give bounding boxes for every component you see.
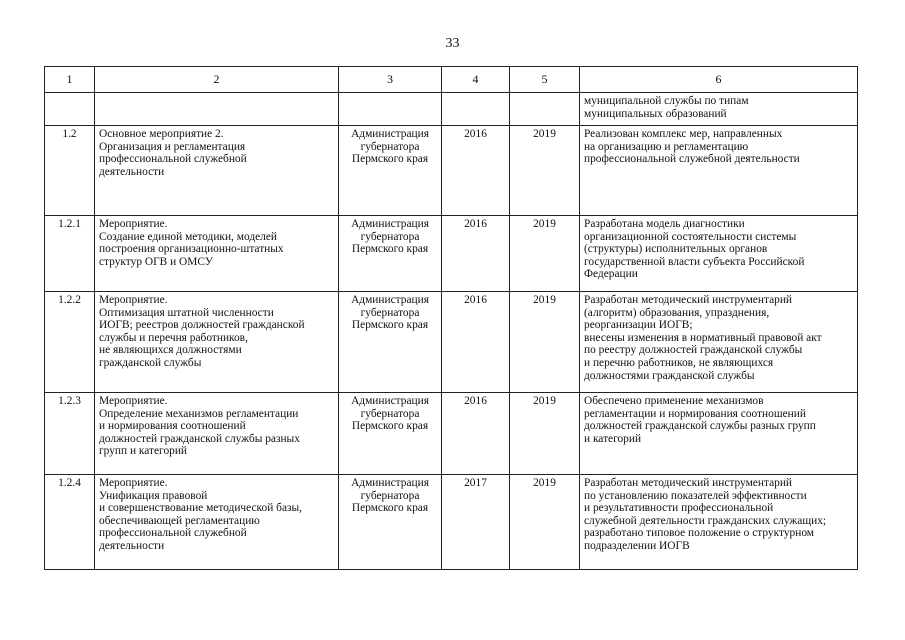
event-cell-line: Организация и регламентация: [99, 140, 246, 153]
column-header-number: 1: [45, 67, 95, 93]
event-cell-line: групп и категорий: [99, 445, 188, 458]
row-number: 1.2.1: [45, 216, 95, 292]
result-cell-line: разработано типовое положение о структурном: [584, 527, 815, 540]
result-cell-line: Разработана модель диагностики: [584, 218, 745, 230]
result-cell-line: внесены изменения в нормативный правовой акт: [584, 331, 822, 344]
executor-cell-line: Администрация: [351, 218, 429, 230]
row-number: 1.2.4: [45, 475, 95, 570]
event-cell: [95, 126, 339, 216]
result-cell-line: по реестру должностей гражданской службы: [584, 344, 803, 357]
column-header-executor: 3: [339, 67, 442, 93]
executor-cell-line: губернатора: [360, 140, 420, 153]
table-row: [45, 475, 858, 570]
result-cell-line: Реализован комплекс мер, направленных: [584, 128, 783, 140]
table-header-row: [45, 67, 858, 93]
event-cell-line: профессиональной служебной: [99, 527, 247, 540]
event-cell-line: не являющихся должностями: [99, 344, 242, 357]
event-cell: [95, 93, 339, 126]
event-cell-line: обеспечивающей регламентацию: [99, 514, 260, 527]
row-number: 1.2.2: [45, 292, 95, 393]
result-cell-line: должностей гражданской службы разных групп: [584, 420, 816, 433]
event-cell-line: построения организационно-штатных: [99, 243, 284, 256]
event-cell-line: Мероприятие.: [99, 395, 168, 407]
executor-cell: [339, 216, 442, 292]
result-cell-line: (структуры) исполнительных органов: [584, 243, 768, 256]
event-cell: [95, 216, 339, 292]
executor-cell-line: Пермского края: [351, 153, 429, 166]
executor-cell-line: губернатора: [360, 306, 420, 319]
executor-cell-line: Администрация: [351, 395, 429, 407]
end-year: 2019: [510, 475, 580, 570]
result-cell: [580, 93, 858, 126]
executor-cell: [339, 393, 442, 475]
result-cell-line: муниципальной службы по типам: [584, 95, 749, 107]
column-header-start: 4: [442, 67, 510, 93]
event-cell-line: деятельности: [99, 165, 165, 178]
event-cell: [95, 292, 339, 393]
result-cell-line: Обеспечено применение механизмов: [584, 395, 764, 407]
event-cell-line: Унификация правовой: [99, 489, 208, 502]
executor-cell-line: Пермского края: [351, 243, 429, 256]
row-number: [45, 93, 95, 126]
result-cell-line: Разработан методический инструментарий: [584, 294, 793, 306]
executor-cell: [339, 475, 442, 570]
start-year: 2016: [442, 393, 510, 475]
table-row: [45, 393, 858, 475]
event-cell-line: Определение механизмов регламентации: [99, 407, 299, 420]
result-cell-line: организационной состоятельности системы: [584, 230, 797, 243]
executor-cell: [339, 93, 442, 126]
executor-cell-line: губернатора: [360, 407, 420, 420]
result-cell-line: на организацию и регламентацию: [584, 140, 749, 153]
event-cell-line: Основное мероприятие 2.: [99, 128, 224, 140]
end-year: 2019: [510, 292, 580, 393]
table-row: [45, 292, 858, 393]
executor-cell-line: Администрация: [351, 294, 429, 306]
event-cell-line: ИОГВ; реестров должностей гражданской: [99, 319, 305, 332]
result-cell: [580, 393, 858, 475]
event-cell-line: Оптимизация штатной численности: [99, 306, 274, 319]
table-row: [45, 216, 858, 292]
result-cell-line: по установлению показателей эффективности: [584, 489, 807, 502]
executor-cell-line: Администрация: [351, 477, 429, 489]
result-cell: [580, 216, 858, 292]
event-cell-line: гражданской службы: [99, 356, 202, 369]
program-table: [44, 66, 858, 570]
event-cell-line: службы и перечня работников,: [99, 331, 248, 344]
result-cell-line: и результативности профессиональной: [584, 502, 774, 515]
row-number: 1.2.3: [45, 393, 95, 475]
table-row: [45, 126, 858, 216]
start-year: [442, 93, 510, 126]
result-cell-line: профессиональной служебной деятельности: [584, 153, 800, 166]
start-year: 2016: [442, 126, 510, 216]
result-cell-line: реорганизации ИОГВ;: [584, 319, 693, 332]
end-year: 2019: [510, 126, 580, 216]
end-year: 2019: [510, 216, 580, 292]
result-cell-line: Разработан методический инструментарий: [584, 477, 793, 489]
result-cell-line: подразделении ИОГВ: [584, 539, 690, 552]
event-cell-line: и нормирования соотношений: [99, 420, 246, 433]
result-cell-line: муниципальных образований: [584, 107, 727, 120]
executor-cell-line: Пермского края: [351, 502, 429, 515]
page-number: 33: [445, 36, 460, 51]
start-year: 2016: [442, 292, 510, 393]
start-year: 2017: [442, 475, 510, 570]
column-header-event: 2: [95, 67, 339, 93]
result-cell: [580, 126, 858, 216]
executor-cell-line: Пермского края: [351, 420, 429, 433]
result-cell-line: Федерации: [584, 268, 638, 281]
executor-cell: [339, 292, 442, 393]
result-cell-line: государственной власти субъекта Российской: [584, 255, 805, 268]
event-cell-line: Создание единой методики, моделей: [99, 230, 277, 243]
result-cell-line: и категорий: [584, 432, 642, 445]
event-cell-line: структур ОГВ и ОМСУ: [99, 255, 213, 268]
start-year: 2016: [442, 216, 510, 292]
event-cell-line: должностей гражданской службы разных: [99, 432, 300, 445]
end-year: [510, 93, 580, 126]
end-year: 2019: [510, 393, 580, 475]
event-cell-line: Мероприятие.: [99, 477, 168, 489]
result-cell-line: (алгоритм) образования, упразднения,: [584, 306, 770, 319]
event-cell-line: профессиональной служебной: [99, 153, 247, 166]
result-cell-line: должностями гражданской службы: [584, 369, 755, 382]
executor-cell-line: губернатора: [360, 230, 420, 243]
table-row: [45, 93, 858, 126]
result-cell-line: и перечню работников, не являющихся: [584, 356, 774, 369]
result-cell: [580, 475, 858, 570]
column-header-end: 5: [510, 67, 580, 93]
executor-cell-line: Администрация: [351, 128, 429, 140]
event-cell: [95, 475, 339, 570]
row-number: 1.2: [45, 126, 95, 216]
result-cell-line: служебной деятельности гражданских служащих;: [584, 514, 827, 527]
executor-cell: [339, 126, 442, 216]
column-header-result: 6: [580, 67, 858, 93]
event-cell-line: деятельности: [99, 539, 165, 552]
event-cell: [95, 393, 339, 475]
program-table-body: [45, 67, 858, 570]
result-cell-line: регламентации и нормирования соотношений: [584, 407, 806, 420]
executor-cell-line: губернатора: [360, 489, 420, 502]
result-cell: [580, 292, 858, 393]
event-cell-line: и совершенствование методической базы,: [99, 502, 303, 515]
executor-cell-line: Пермского края: [351, 319, 429, 332]
event-cell-line: Мероприятие.: [99, 218, 168, 230]
event-cell-line: Мероприятие.: [99, 294, 168, 306]
